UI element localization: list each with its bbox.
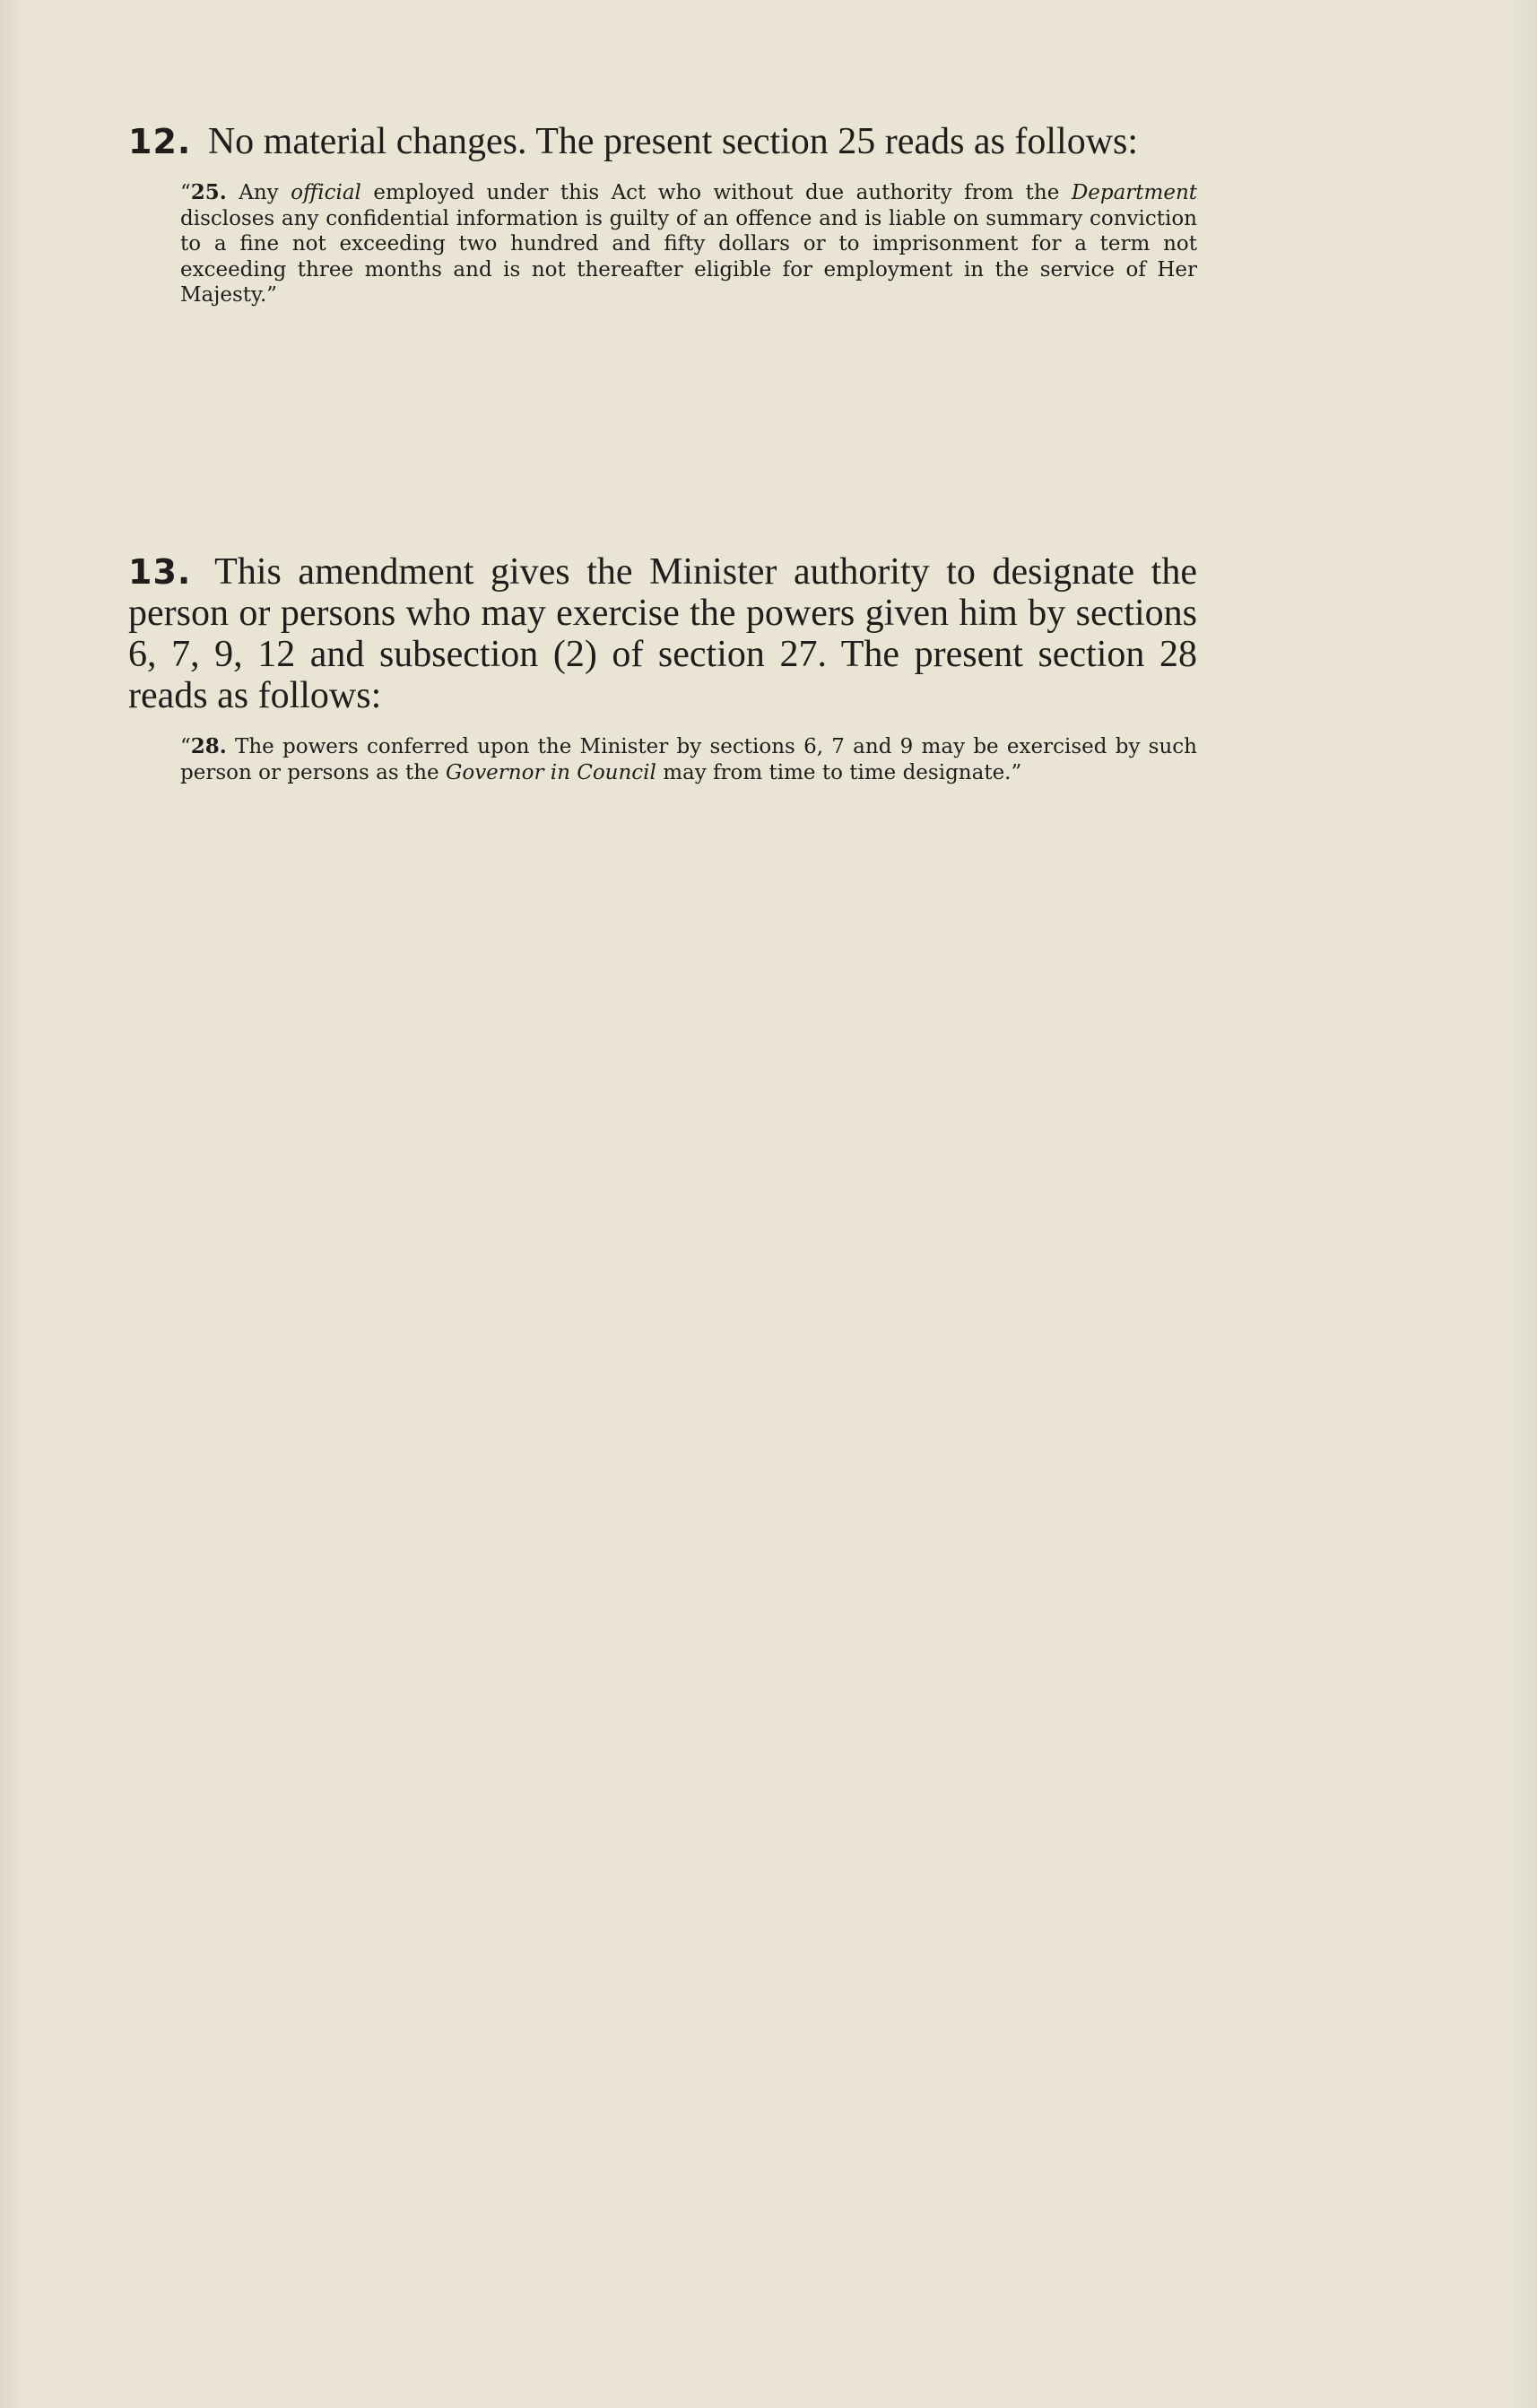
open-quote: “ — [180, 181, 191, 204]
explanatory-note-13 — [128, 551, 1197, 785]
note-lead-text: This amendment gives the Minister authority to designate the person or persons who may exercise the powers given him by sections 6, 7, 9, 12 and subsection (2) of section 27. The present section 28 reads as follows: — [128, 551, 1197, 716]
note-lead-text: No material changes. The present section 25 reads as follows: — [207, 121, 1139, 162]
quote-italic-term: official — [291, 181, 361, 204]
section-number: 25. — [190, 180, 227, 204]
note-lead — [128, 121, 1197, 162]
quote-italic-term: Department — [1071, 181, 1198, 204]
quote-text: may from time to time designate.” — [656, 760, 1022, 784]
open-quote: “ — [180, 735, 191, 758]
quoted-section-28 — [180, 734, 1197, 785]
explanatory-note-12 — [128, 121, 1197, 308]
note-number: 12. — [128, 122, 192, 161]
note-number: 13. — [128, 552, 192, 592]
quote-text: employed under this Act who without due authority from the — [360, 181, 1072, 204]
quote-text: The powers conferred upon the Minister by sections 6, 7 and 9 may be exercised by such person or persons as the — [180, 735, 1197, 784]
note-lead — [128, 551, 1197, 716]
quote-text: discloses any confidential information is guilty of an offence and is liable on summary conviction to a fine not exceeding two hundred and fifty dollars or to imprisonment for a term not exceeding three months and is not thereafter eligible for employment in the service of Her Majesty.” — [180, 206, 1197, 307]
quote-text: Any — [226, 181, 291, 204]
quoted-section-25 — [180, 180, 1197, 308]
quote-italic-term: Governor in Council — [445, 760, 656, 784]
section-number: 28. — [190, 734, 227, 758]
